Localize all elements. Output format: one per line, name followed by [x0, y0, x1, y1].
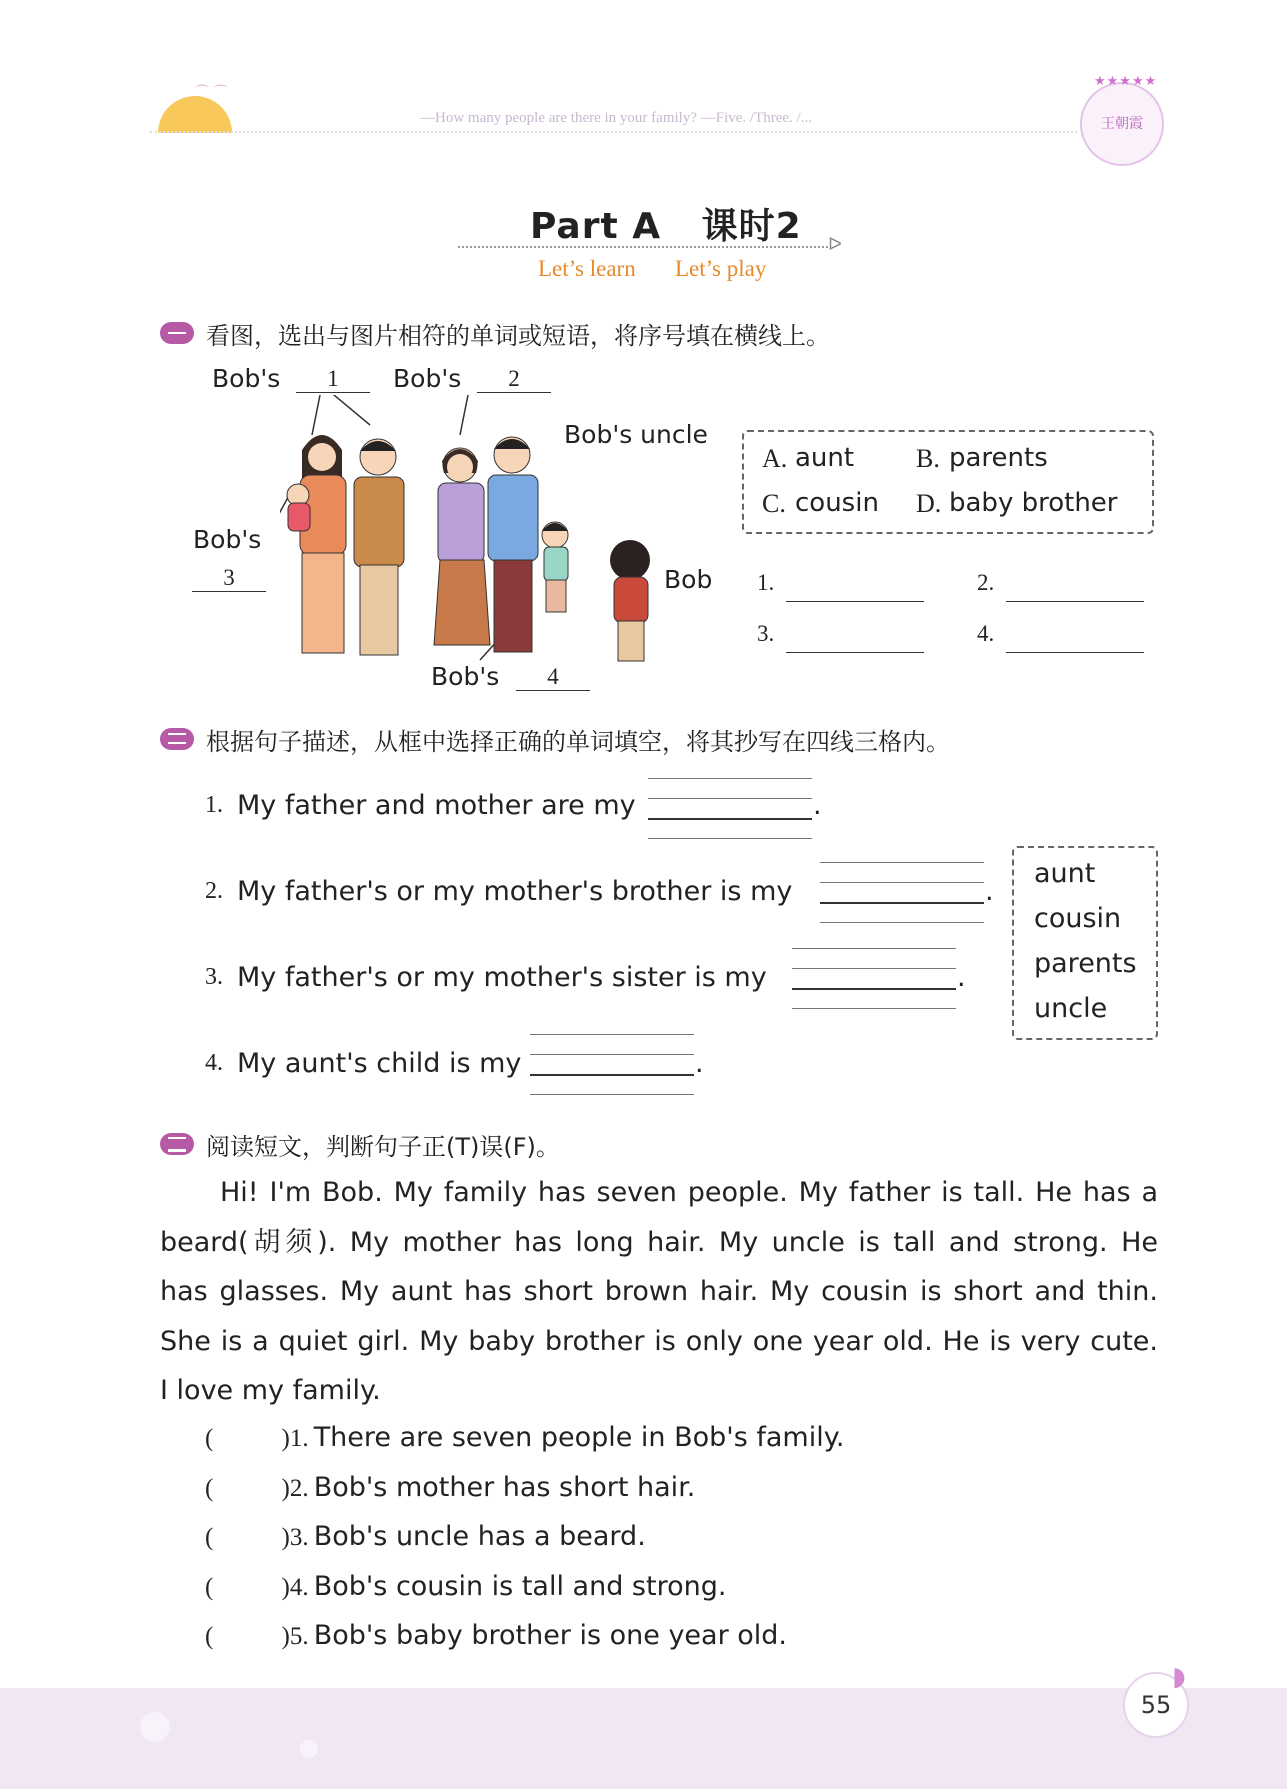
passage-line-1: Hi! I'm Bob. My family has seven people. My father is tall. He has a: [220, 1177, 1158, 1208]
question-3-text: Bob's uncle has a beard.: [313, 1521, 646, 1552]
question-1: [205, 1422, 844, 1472]
writing-grid-1[interactable]: [648, 778, 812, 838]
blank-4-number: 4: [547, 664, 559, 689]
answer-4-line[interactable]: [1006, 622, 1144, 653]
question-5-paren-open: (: [205, 1623, 214, 1650]
option-b-letter: B.: [916, 444, 940, 473]
option-b-text: parents: [949, 443, 1048, 473]
sentence-3-num: 3.: [205, 964, 223, 990]
question-3: [205, 1521, 844, 1571]
answer-4-label: 4.: [977, 621, 995, 646]
label-bobs-uncle: Bob's uncle: [564, 420, 708, 449]
sentence-2-period: .: [985, 876, 994, 907]
page-title: Part A 课时2: [530, 206, 802, 247]
header-divider: [150, 131, 1077, 133]
birds-icon: ⌒ ⌒: [195, 85, 228, 101]
sentence-3-period: .: [957, 962, 966, 993]
brand-badge: [1080, 82, 1164, 166]
sentence-3-text: My father's or my mother's sister is my: [237, 962, 767, 993]
reading-passage: [160, 1168, 1158, 1416]
writing-grid-3[interactable]: [792, 948, 956, 1008]
section-three-icon: [160, 1133, 194, 1155]
option-d-text: baby brother: [949, 488, 1118, 518]
question-2-paren-open: (: [205, 1474, 214, 1502]
sentence-4-text: My aunt's child is my: [237, 1048, 522, 1079]
question-3-paren-close: ): [281, 1524, 290, 1551]
subtitle-lets-play: Let’s play: [675, 256, 767, 281]
question-1-paren-open: (: [205, 1425, 214, 1452]
answer-2-line[interactable]: [1006, 571, 1144, 602]
uncle-figure: [488, 437, 538, 652]
dolphin-icon: ◗: [1172, 1662, 1186, 1692]
sentence-1-period: .: [813, 790, 822, 821]
title-underline: [458, 246, 828, 248]
writing-grid-2[interactable]: [820, 862, 984, 922]
aunt-figure: [434, 448, 490, 645]
question-2-text: Bob's mother has short hair.: [313, 1471, 696, 1503]
question-3-num: 3.: [289, 1524, 309, 1551]
passage-line-4: She is a quiet girl. My baby brother is only one year old. He is very cute.: [160, 1325, 1158, 1357]
option-c-letter: C.: [762, 489, 786, 518]
blank-2-number: 2: [508, 366, 520, 391]
bob-figure: [610, 540, 650, 661]
question-2-paren-close: ): [281, 1474, 290, 1502]
option-a-letter: A.: [762, 444, 788, 473]
question-5: [205, 1620, 844, 1670]
sentence-4-period: .: [695, 1048, 704, 1079]
answer-3-line[interactable]: [786, 622, 924, 653]
question-1-text: There are seven people in Bob's family.: [313, 1422, 845, 1453]
sentence-2-num: 2.: [205, 878, 223, 904]
blank-3[interactable]: [192, 565, 266, 592]
question-5-text: Bob's baby brother is one year old.: [313, 1620, 788, 1651]
label-bobs-1: Bob's: [212, 364, 281, 393]
question-4-num: 4.: [289, 1573, 309, 1601]
father-figure: [354, 439, 404, 655]
answer-1-label: 1.: [757, 570, 775, 595]
passage-line-5: I love my family.: [160, 1375, 381, 1406]
badge-stars-icon: ★★★★★: [1094, 74, 1158, 89]
family-illustration: [280, 395, 670, 680]
section-two-instruction: 根据句子描述，从框中选择正确的单词填空，将其抄写在四线三格内。: [206, 728, 950, 756]
question-4-text: Bob's cousin is tall and strong.: [313, 1570, 727, 1602]
bubble-decoration-icon: [140, 1712, 170, 1742]
section-two-icon: [160, 728, 194, 750]
question-3-paren-open: (: [205, 1524, 214, 1551]
blank-2[interactable]: [477, 366, 551, 393]
fish-icon: ᐅ: [828, 234, 842, 255]
question-1-num: 1.: [289, 1425, 309, 1452]
question-5-paren-close: ): [281, 1623, 290, 1650]
option-c-text: cousin: [795, 488, 879, 518]
label-bobs-3: Bob's: [193, 525, 262, 554]
word-bank-cousin: cousin: [1034, 903, 1122, 934]
bubble-decoration-icon: [300, 1740, 318, 1758]
blank-1-number: 1: [327, 366, 339, 391]
running-header: —How many people are there in your family? —Five. /Three. /...: [420, 110, 812, 126]
brand-badge-text: 王朝霞: [1101, 116, 1143, 132]
label-bobs-4: Bob's: [431, 662, 500, 691]
footer-band: [0, 1688, 1287, 1789]
section-one-icon: [160, 322, 194, 344]
label-bob: Bob: [664, 565, 713, 594]
answer-1-line[interactable]: [786, 571, 924, 602]
blank-3-number: 3: [223, 565, 235, 590]
answer-2-label: 2.: [977, 570, 995, 595]
subtitle-lets-learn: Let’s learn: [538, 256, 636, 281]
question-5-num: 5.: [289, 1623, 309, 1650]
sentence-1-num: 1.: [205, 792, 223, 818]
writing-grid-4[interactable]: [530, 1034, 694, 1094]
word-bank-parents: parents: [1034, 948, 1137, 979]
question-1-paren-close: ): [281, 1425, 290, 1452]
mother-figure: [287, 435, 346, 653]
sentence-1-text: My father and mother are my: [237, 790, 636, 821]
sun-decoration-icon: [158, 96, 232, 170]
question-4-paren-open: (: [205, 1573, 214, 1601]
sentence-4-num: 4.: [205, 1050, 223, 1076]
section-three-instruction: 阅读短文，判断句子正(T)误(F)。: [206, 1133, 560, 1161]
question-4-paren-close: ): [281, 1573, 290, 1601]
question-2-num: 2.: [289, 1474, 309, 1502]
word-bank-aunt: aunt: [1034, 858, 1096, 889]
answer-3-label: 3.: [757, 621, 775, 646]
passage-line-2: beard(胡须). My mother has long hair. My uncle is tall and strong. He: [160, 1226, 1158, 1258]
question-2: [205, 1472, 844, 1522]
section-one-instruction: 看图，选出与图片相符的单词或短语，将序号填在横线上。: [206, 322, 830, 350]
word-bank-uncle: uncle: [1034, 993, 1108, 1024]
option-d-letter: D.: [916, 489, 942, 518]
label-bobs-2: Bob's: [393, 364, 462, 393]
option-a-text: aunt: [795, 443, 855, 473]
blank-1[interactable]: [296, 366, 370, 393]
question-list: [205, 1422, 844, 1670]
passage-line-3: has glasses. My aunt has short brown hair. My cousin is short and thin.: [160, 1276, 1158, 1307]
sentence-2-text: My father's or my mother's brother is my: [237, 876, 793, 907]
page-number-text: 55: [1140, 1691, 1172, 1719]
cousin-figure: [542, 522, 568, 612]
question-4: [205, 1571, 844, 1621]
